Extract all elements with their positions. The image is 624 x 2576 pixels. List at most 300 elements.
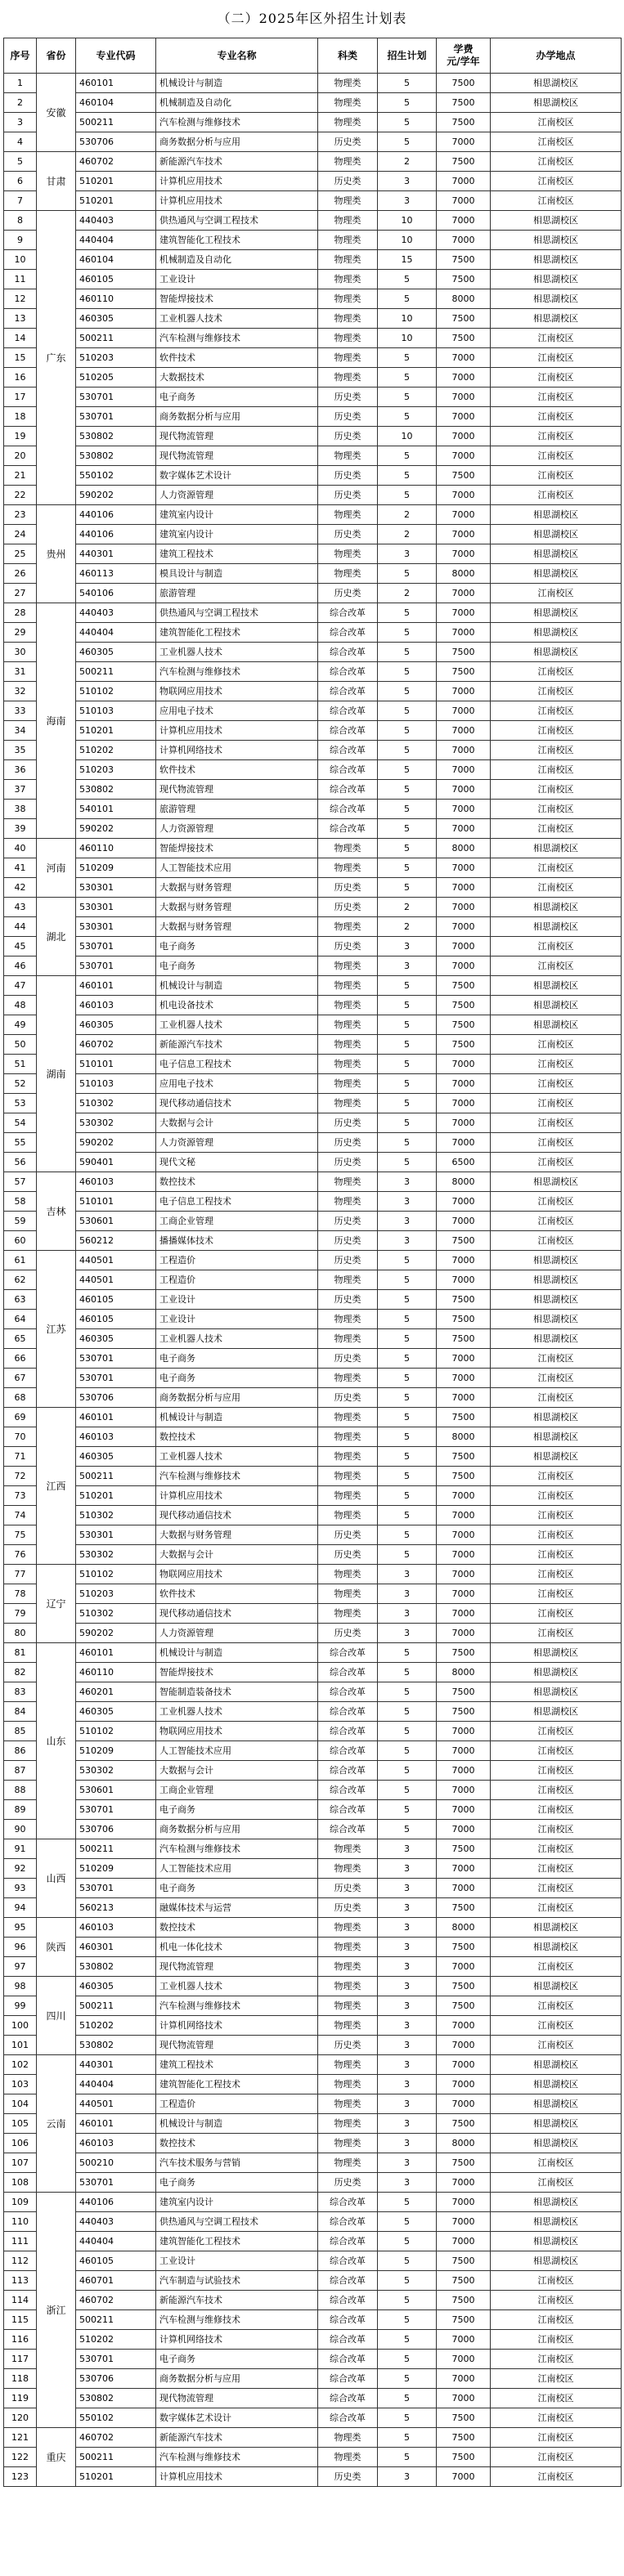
major-code: 460702 [76, 152, 156, 172]
subject-type: 历史类 [318, 878, 378, 898]
major-code: 510302 [76, 1604, 156, 1624]
major-code: 530706 [76, 1388, 156, 1408]
major-code: 530802 [76, 2389, 156, 2408]
table-row [4, 1329, 622, 1349]
quota: 5 [378, 780, 437, 800]
quota: 5 [378, 1349, 437, 1369]
major-name: 大数据与会计 [156, 1545, 318, 1565]
row-index: 63 [4, 1290, 37, 1310]
row-index: 57 [4, 1172, 37, 1192]
quota: 5 [378, 2389, 437, 2408]
table-row [4, 1113, 622, 1133]
campus: 相思湖校区 [491, 2134, 622, 2153]
tuition: 7000 [437, 1565, 491, 1584]
major-code: 510101 [76, 1055, 156, 1074]
row-index: 77 [4, 1565, 37, 1584]
row-index: 58 [4, 1192, 37, 1212]
row-index: 67 [4, 1369, 37, 1388]
table-row [4, 1879, 622, 1898]
table-row [4, 937, 622, 956]
row-index: 105 [4, 2114, 37, 2134]
table-row [4, 1996, 622, 2016]
province-cell: 河南 [37, 839, 76, 898]
major-code: 460105 [76, 2251, 156, 2271]
row-index: 3 [4, 113, 37, 132]
tuition: 7000 [437, 2016, 491, 2036]
quota: 3 [378, 2016, 437, 2036]
table-body [4, 74, 622, 2487]
quota: 3 [378, 1584, 437, 1604]
major-code: 550102 [76, 466, 156, 486]
major-name: 汽车检测与维修技术 [156, 329, 318, 348]
row-index: 59 [4, 1212, 37, 1231]
row-index: 69 [4, 1408, 37, 1427]
quota: 3 [378, 956, 437, 976]
major-name: 计算机应用技术 [156, 191, 318, 211]
campus: 江南校区 [491, 1957, 622, 1977]
quota: 5 [378, 1545, 437, 1565]
major-name: 商务数据分析与应用 [156, 407, 318, 427]
subject-type: 物理类 [318, 976, 378, 996]
major-code: 440404 [76, 231, 156, 250]
table-row [4, 819, 622, 839]
major-name: 人力资源管理 [156, 819, 318, 839]
campus: 江南校区 [491, 466, 622, 486]
campus: 江南校区 [491, 682, 622, 701]
province-cell: 湖南 [37, 976, 76, 1172]
major-code: 510209 [76, 1741, 156, 1761]
campus: 江南校区 [491, 2330, 622, 2350]
campus: 江南校区 [491, 937, 622, 956]
campus: 江南校区 [491, 1055, 622, 1074]
campus: 江南校区 [491, 1898, 622, 1918]
tuition: 7500 [437, 1290, 491, 1310]
row-index: 89 [4, 1800, 37, 1820]
tuition: 7500 [437, 2251, 491, 2271]
subject-type: 物理类 [318, 152, 378, 172]
major-code: 460201 [76, 1682, 156, 1702]
campus: 相思湖校区 [491, 976, 622, 996]
quota: 5 [378, 1153, 437, 1172]
row-index: 56 [4, 1153, 37, 1172]
major-name: 建筑室内设计 [156, 505, 318, 525]
tuition: 7500 [437, 1447, 491, 1467]
major-code: 530701 [76, 2350, 156, 2369]
tuition: 7500 [437, 1996, 491, 2016]
major-code: 530701 [76, 956, 156, 976]
campus: 相思湖校区 [491, 270, 622, 289]
subject-type: 历史类 [318, 1879, 378, 1898]
table-row [4, 1938, 622, 1957]
tuition: 7500 [437, 2428, 491, 2448]
campus: 相思湖校区 [491, 1938, 622, 1957]
major-code: 530701 [76, 1369, 156, 1388]
row-index: 78 [4, 1584, 37, 1604]
major-name: 新能源汽车技术 [156, 152, 318, 172]
major-code: 530302 [76, 1761, 156, 1781]
tuition: 7000 [437, 1074, 491, 1094]
tuition: 7000 [437, 2467, 491, 2487]
subject-type: 综合改革 [318, 1643, 378, 1663]
quota: 2 [378, 505, 437, 525]
quota: 5 [378, 2448, 437, 2467]
row-index: 115 [4, 2310, 37, 2330]
table-row [4, 2448, 622, 2467]
row-index: 120 [4, 2408, 37, 2428]
table-row [4, 2036, 622, 2055]
tuition: 7000 [437, 1604, 491, 1624]
major-code: 460103 [76, 1918, 156, 1938]
row-index: 11 [4, 270, 37, 289]
tuition: 7000 [437, 132, 491, 152]
campus: 江南校区 [491, 1820, 622, 1839]
campus: 江南校区 [491, 1369, 622, 1388]
row-index: 32 [4, 682, 37, 701]
subject-type: 历史类 [318, 525, 378, 544]
subject-type: 物理类 [318, 996, 378, 1015]
row-index: 83 [4, 1682, 37, 1702]
campus: 相思湖校区 [491, 211, 622, 231]
header-campus: 办学地点 [491, 38, 622, 74]
table-header [4, 38, 622, 74]
major-name: 大数据与财务管理 [156, 878, 318, 898]
campus: 江南校区 [491, 1349, 622, 1369]
tuition: 7500 [437, 1839, 491, 1859]
tuition: 7000 [437, 760, 491, 780]
major-name: 大数据技术 [156, 368, 318, 388]
table-row [4, 93, 622, 113]
campus: 江南校区 [491, 427, 622, 446]
table-row [4, 1741, 622, 1761]
tuition: 7500 [437, 2448, 491, 2467]
major-name: 大数据与财务管理 [156, 1525, 318, 1545]
quota: 5 [378, 1113, 437, 1133]
tuition: 7500 [437, 152, 491, 172]
subject-type: 物理类 [318, 289, 378, 309]
subject-type: 综合改革 [318, 1702, 378, 1722]
major-code: 530302 [76, 1545, 156, 1565]
major-code: 530301 [76, 917, 156, 937]
tuition: 7000 [437, 388, 491, 407]
tuition: 7000 [437, 1741, 491, 1761]
row-index: 84 [4, 1702, 37, 1722]
major-code: 440404 [76, 2232, 156, 2251]
major-code: 530802 [76, 1957, 156, 1977]
tuition: 7000 [437, 1722, 491, 1741]
major-name: 供热通风与空调工程技术 [156, 2212, 318, 2232]
tuition: 7000 [437, 701, 491, 721]
table-row [4, 721, 622, 741]
row-index: 85 [4, 1722, 37, 1741]
campus: 江南校区 [491, 113, 622, 132]
major-code: 590202 [76, 819, 156, 839]
tuition: 7500 [437, 1310, 491, 1329]
subject-type: 综合改革 [318, 2310, 378, 2330]
major-code: 500211 [76, 113, 156, 132]
province-cell: 贵州 [37, 505, 76, 603]
quota: 5 [378, 1388, 437, 1408]
tuition: 7000 [437, 544, 491, 564]
major-code: 440403 [76, 2212, 156, 2232]
major-code: 500211 [76, 1467, 156, 1486]
table-row [4, 2212, 622, 2232]
major-name: 软件技术 [156, 760, 318, 780]
campus: 相思湖校区 [491, 564, 622, 584]
campus: 相思湖校区 [491, 2114, 622, 2134]
province-cell: 安徽 [37, 74, 76, 152]
table-row [4, 1349, 622, 1369]
tuition: 7000 [437, 427, 491, 446]
quota: 10 [378, 427, 437, 446]
campus: 江南校区 [491, 819, 622, 839]
quota: 3 [378, 1859, 437, 1879]
quota: 5 [378, 996, 437, 1015]
subject-type: 物理类 [318, 1094, 378, 1113]
major-name: 大数据与财务管理 [156, 898, 318, 917]
quota: 5 [378, 2369, 437, 2389]
subject-type: 物理类 [318, 1074, 378, 1094]
quota: 5 [378, 2291, 437, 2310]
quota: 3 [378, 2134, 437, 2153]
quota: 5 [378, 878, 437, 898]
major-name: 现代物流管理 [156, 427, 318, 446]
table-row [4, 1722, 622, 1741]
major-name: 人力资源管理 [156, 1624, 318, 1643]
tuition: 8000 [437, 1172, 491, 1192]
row-index: 122 [4, 2448, 37, 2467]
major-name: 物联网应用技术 [156, 1722, 318, 1741]
major-code: 460110 [76, 289, 156, 309]
major-name: 机械设计与制造 [156, 976, 318, 996]
major-code: 510101 [76, 1192, 156, 1212]
table-row [4, 1408, 622, 1427]
quota: 5 [378, 2408, 437, 2428]
major-name: 电子信息工程技术 [156, 1192, 318, 1212]
row-index: 46 [4, 956, 37, 976]
table-row [4, 152, 622, 172]
campus: 江南校区 [491, 780, 622, 800]
major-name: 机电一体化技术 [156, 1938, 318, 1957]
major-name: 机械制造及自动化 [156, 93, 318, 113]
major-code: 460110 [76, 1663, 156, 1682]
quota: 2 [378, 525, 437, 544]
subject-type: 物理类 [318, 211, 378, 231]
major-code: 510201 [76, 1486, 156, 1506]
quota: 2 [378, 898, 437, 917]
major-name: 建筑室内设计 [156, 2193, 318, 2212]
table-row [4, 2094, 622, 2114]
row-index: 12 [4, 289, 37, 309]
tuition: 7000 [437, 1369, 491, 1388]
major-code: 460101 [76, 1643, 156, 1663]
major-code: 460101 [76, 976, 156, 996]
major-name: 应用电子技术 [156, 701, 318, 721]
row-index: 93 [4, 1879, 37, 1898]
major-code: 510302 [76, 1094, 156, 1113]
tuition: 7000 [437, 721, 491, 741]
tuition: 7000 [437, 937, 491, 956]
major-code: 460305 [76, 643, 156, 662]
quota: 3 [378, 191, 437, 211]
table-row [4, 2291, 622, 2310]
table-row [4, 1663, 622, 1682]
row-index: 8 [4, 211, 37, 231]
table-row [4, 1624, 622, 1643]
table-row [4, 1918, 622, 1938]
quota: 5 [378, 1781, 437, 1800]
row-index: 22 [4, 486, 37, 505]
tuition: 7000 [437, 172, 491, 191]
row-index: 53 [4, 1094, 37, 1113]
major-name: 工业机器人技术 [156, 1977, 318, 1996]
major-name: 汽车检测与维修技术 [156, 2310, 318, 2330]
quota: 5 [378, 603, 437, 623]
campus: 相思湖校区 [491, 2212, 622, 2232]
table-row [4, 2251, 622, 2271]
major-name: 播播媒体技术 [156, 1231, 318, 1251]
major-code: 440501 [76, 2094, 156, 2114]
campus: 江南校区 [491, 2036, 622, 2055]
campus: 相思湖校区 [491, 1643, 622, 1663]
subject-type: 物理类 [318, 329, 378, 348]
campus: 相思湖校区 [491, 1702, 622, 1722]
quota: 5 [378, 289, 437, 309]
quota: 5 [378, 1290, 437, 1310]
quota: 3 [378, 2467, 437, 2487]
row-index: 118 [4, 2369, 37, 2389]
major-code: 510201 [76, 172, 156, 191]
table-row [4, 2134, 622, 2153]
subject-type: 物理类 [318, 1172, 378, 1192]
major-code: 530701 [76, 937, 156, 956]
campus: 江南校区 [491, 1192, 622, 1212]
tuition: 7000 [437, 1055, 491, 1074]
quota: 5 [378, 741, 437, 760]
subject-type: 综合改革 [318, 2271, 378, 2291]
row-index: 86 [4, 1741, 37, 1761]
row-index: 38 [4, 800, 37, 819]
campus: 江南校区 [491, 1839, 622, 1859]
major-code: 500210 [76, 2153, 156, 2173]
campus: 相思湖校区 [491, 643, 622, 662]
table-row [4, 917, 622, 937]
quota: 5 [378, 1467, 437, 1486]
subject-type: 物理类 [318, 2075, 378, 2094]
major-name: 现代物流管理 [156, 1957, 318, 1977]
tuition: 7500 [437, 466, 491, 486]
major-name: 工业机器人技术 [156, 1015, 318, 1035]
subject-type: 物理类 [318, 1329, 378, 1349]
major-name: 人工智能技术应用 [156, 1741, 318, 1761]
major-name: 数字媒体艺术设计 [156, 466, 318, 486]
major-name: 应用电子技术 [156, 1074, 318, 1094]
row-index: 107 [4, 2153, 37, 2173]
table-row [4, 701, 622, 721]
quota: 3 [378, 1231, 437, 1251]
major-name: 机械设计与制造 [156, 2114, 318, 2134]
campus: 相思湖校区 [491, 917, 622, 937]
quota: 3 [378, 2075, 437, 2094]
subject-type: 物理类 [318, 1938, 378, 1957]
table-row [4, 1427, 622, 1447]
table-row [4, 2389, 622, 2408]
quota: 5 [378, 1506, 437, 1525]
major-code: 530701 [76, 407, 156, 427]
tuition: 7000 [437, 584, 491, 603]
row-index: 75 [4, 1525, 37, 1545]
page-title: （二）2025年区外招生计划表 [217, 11, 407, 26]
row-index: 74 [4, 1506, 37, 1525]
campus: 江南校区 [491, 584, 622, 603]
row-index: 45 [4, 937, 37, 956]
subject-type: 综合改革 [318, 1741, 378, 1761]
tuition: 8000 [437, 289, 491, 309]
subject-type: 综合改革 [318, 819, 378, 839]
row-index: 106 [4, 2134, 37, 2153]
major-name: 计算机应用技术 [156, 721, 318, 741]
table-row [4, 1525, 622, 1545]
row-index: 88 [4, 1781, 37, 1800]
row-index: 31 [4, 662, 37, 682]
row-index: 39 [4, 819, 37, 839]
major-code: 460101 [76, 2114, 156, 2134]
subject-type: 物理类 [318, 2448, 378, 2467]
major-code: 510102 [76, 682, 156, 701]
tuition: 7500 [437, 2291, 491, 2310]
quota: 5 [378, 682, 437, 701]
row-index: 112 [4, 2251, 37, 2271]
campus: 江南校区 [491, 741, 622, 760]
table-row [4, 1270, 622, 1290]
major-name: 工业设计 [156, 1310, 318, 1329]
province-cell: 陕西 [37, 1918, 76, 1977]
tuition: 7500 [437, 2310, 491, 2330]
subject-type: 历史类 [318, 486, 378, 505]
campus: 江南校区 [491, 1624, 622, 1643]
major-code: 510202 [76, 741, 156, 760]
header-subject-type: 科类 [318, 38, 378, 74]
tuition: 7000 [437, 211, 491, 231]
quota: 3 [378, 544, 437, 564]
row-index: 54 [4, 1113, 37, 1133]
table-row [4, 2232, 622, 2251]
campus: 相思湖校区 [491, 2094, 622, 2114]
tuition: 7000 [437, 2036, 491, 2055]
campus: 相思湖校区 [491, 1447, 622, 1467]
subject-type: 综合改革 [318, 1820, 378, 1839]
subject-type: 物理类 [318, 2134, 378, 2153]
table-row [4, 1977, 622, 1996]
quota: 5 [378, 721, 437, 741]
major-code: 460305 [76, 1015, 156, 1035]
major-code: 510201 [76, 191, 156, 211]
header-major-code: 专业代码 [76, 38, 156, 74]
subject-type: 物理类 [318, 1996, 378, 2016]
table-row [4, 1467, 622, 1486]
quota: 3 [378, 1624, 437, 1643]
tuition: 7500 [437, 1015, 491, 1035]
table-row [4, 1074, 622, 1094]
major-name: 人力资源管理 [156, 1133, 318, 1153]
campus: 相思湖校区 [491, 1015, 622, 1035]
major-code: 460105 [76, 1290, 156, 1310]
header-province: 省份 [37, 38, 76, 74]
major-name: 汽车制造与试验技术 [156, 2271, 318, 2291]
major-name: 大数据与财务管理 [156, 917, 318, 937]
tuition: 7000 [437, 898, 491, 917]
table-row [4, 1133, 622, 1153]
row-index: 30 [4, 643, 37, 662]
